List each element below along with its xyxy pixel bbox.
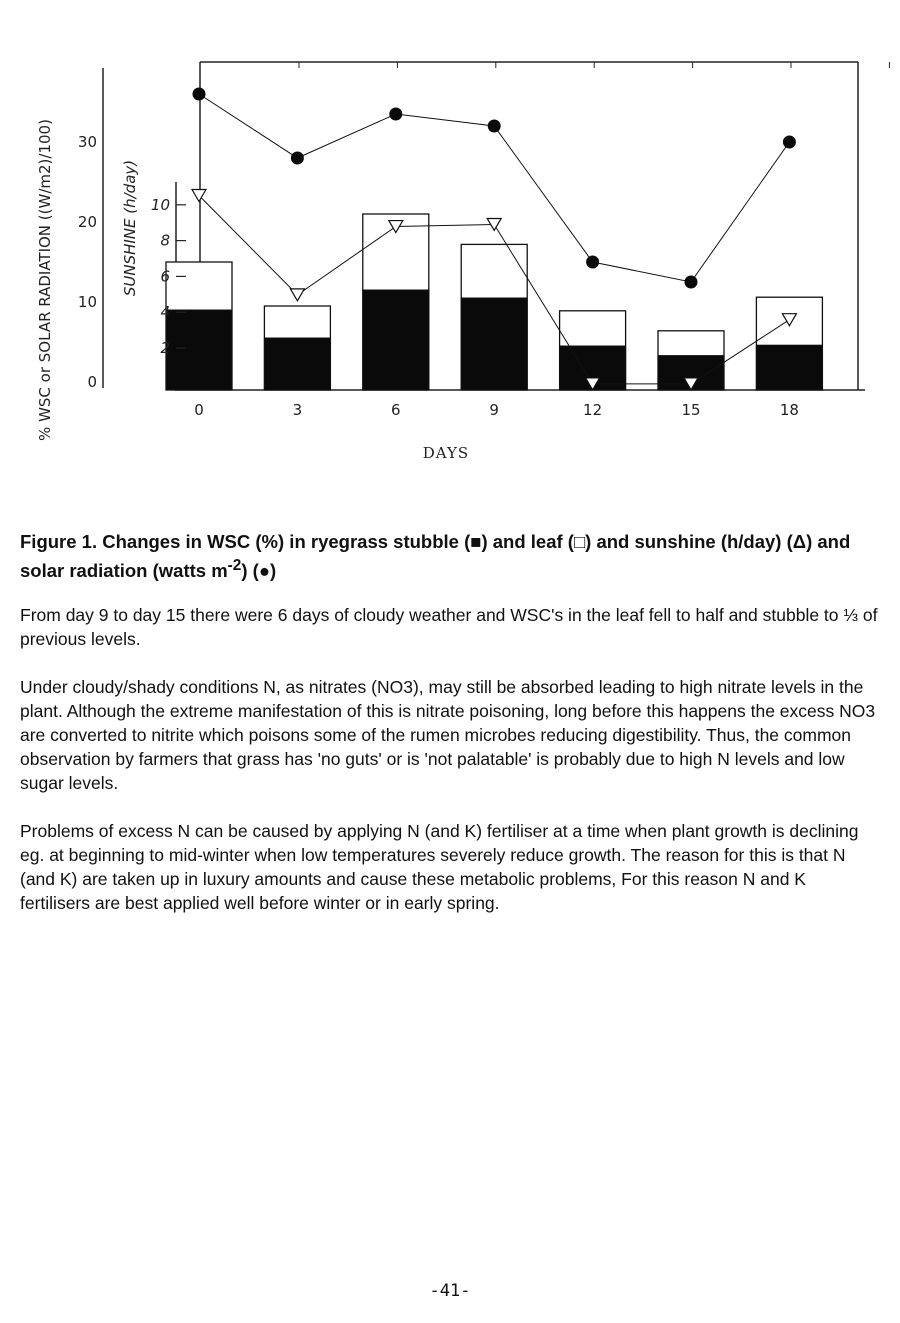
left-tick-label: 30	[77, 133, 97, 151]
right-tick-label: 4	[160, 303, 170, 322]
x-tick-label: 15	[681, 401, 701, 419]
x-tick-label: 12	[583, 401, 603, 419]
left-tick-label: 20	[77, 213, 97, 231]
stubble-bar	[461, 298, 527, 390]
solar-point	[586, 256, 599, 269]
right-tick-label: 8	[160, 231, 170, 250]
left-tick-label: 10	[77, 293, 97, 311]
open-square-icon: □	[573, 531, 586, 552]
right-tick-label: 2	[160, 339, 170, 358]
right-tick-label: 10	[150, 195, 170, 214]
figure-1-chart	[0, 0, 900, 500]
left-axis-label: % WSC or SOLAR RADIATION ((W/m2)/100)	[36, 119, 54, 441]
filled-circle-icon: ●	[258, 560, 271, 582]
solar-point	[291, 152, 304, 165]
x-tick-label: 0	[194, 401, 204, 419]
filled-square-icon: ■	[470, 531, 482, 552]
left-axis-ticks	[78, 133, 97, 391]
solar-point	[783, 136, 796, 149]
paragraph-excess-nitrogen: Problems of excess N can be caused by applying N (and K) fertiliser at a time when plant growth is declining eg. at beginning to mid-winter when low temperatures severely reduce growth. The reason for this is that N (and K) are taken up in luxury amounts and cause these metabolic problems, For this reason N and K fertilisers are best applied well before winter or in early spring.	[20, 821, 859, 913]
stubble-bar	[264, 338, 330, 390]
x-tick-label: 9	[489, 401, 499, 419]
page-number: -41-	[429, 1281, 471, 1301]
stubble-bar	[363, 290, 429, 390]
figure-caption	[20, 530, 880, 583]
sunshine-point	[192, 189, 206, 201]
x-tick-label: 3	[292, 401, 303, 419]
x-axis-ticks	[194, 401, 799, 419]
triangle-icon: Δ	[792, 531, 807, 552]
solar-point	[488, 120, 501, 133]
paragraph-nitrates: Under cloudy/shady conditions N, as nitrates (NO3), may still be absorbed leading to high nitrate levels in the plant. Although the extreme manifestation of this is nitrate poisoning, long before this happens the excess NO3 are converted to nitrite which poisons some of the rumen microbes reducing digestibility. Thus, the common observation by farmers that grass has 'no guts' or is 'not palatable' is probably due to high N levels and low sugar levels.	[20, 677, 876, 793]
right-tick-label: 6	[160, 267, 170, 286]
x-axis-label: DAYS	[422, 444, 470, 462]
stubble-bar	[756, 345, 822, 390]
solar-point	[193, 88, 206, 101]
stubble-bar	[166, 310, 232, 390]
solar-point	[685, 276, 698, 289]
right-axis-label: SUNSHINE (h/day)	[121, 159, 139, 297]
caption-text: Figure 1. Changes in WSC (%) in ryegrass stubble (■) and leaf (□) and sunshine (h/day) (Δ) and solar radiation (watts $m^{-2}$) (●)	[20, 531, 851, 582]
solar-point	[389, 108, 402, 121]
x-tick-label: 6	[391, 401, 401, 419]
paragraph-cloudy-weather: From day 9 to day 15 there were 6 days of cloudy weather and WSC's in the leaf fell to half and stubble to ⅓ of previous levels.	[20, 605, 878, 649]
sunshine-point	[290, 289, 304, 301]
left-tick-label: 0	[87, 373, 97, 391]
x-tick-label: 18	[779, 401, 799, 419]
